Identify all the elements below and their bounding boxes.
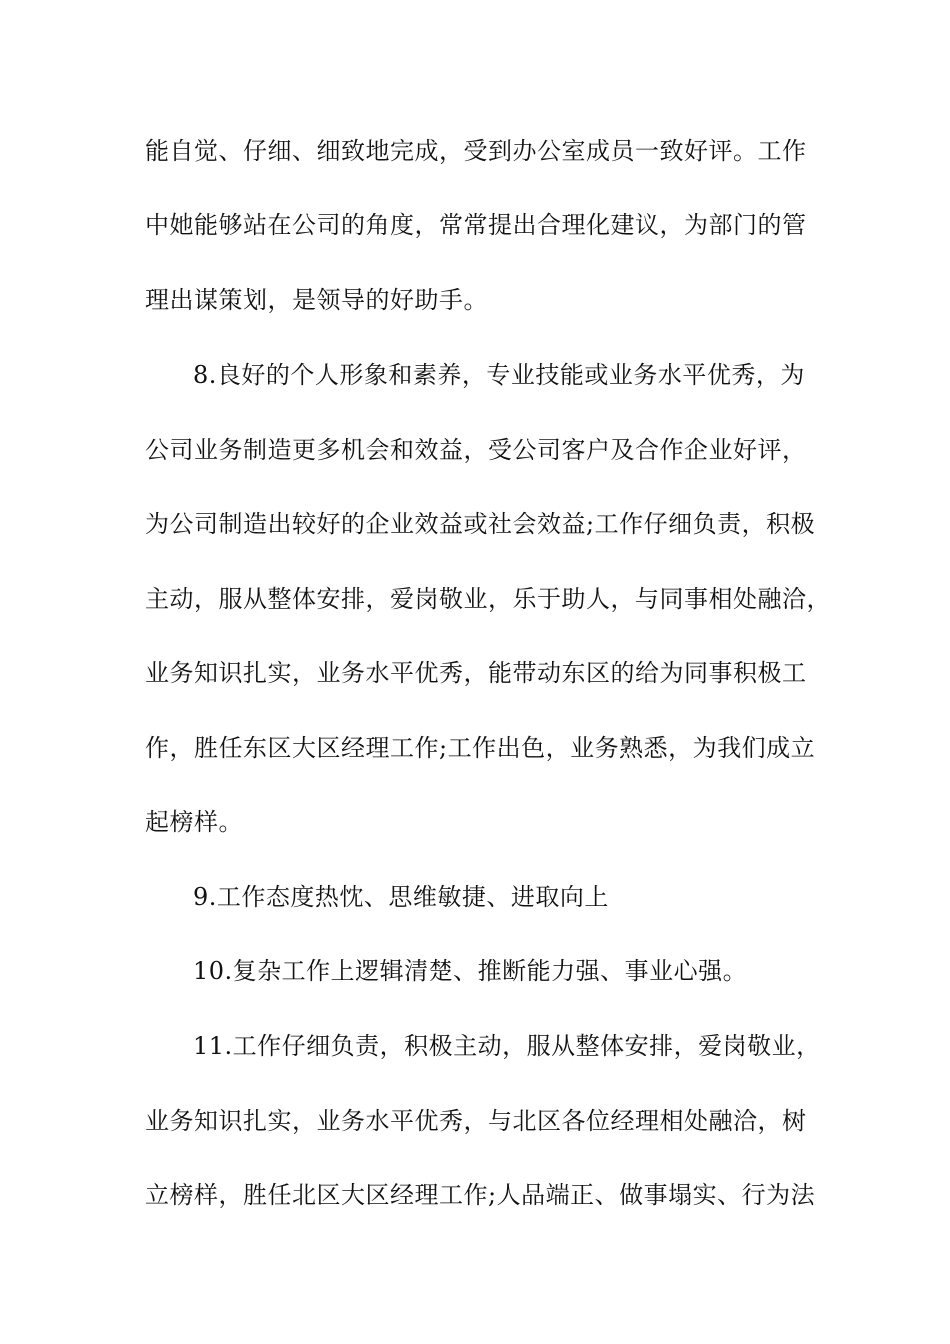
- paragraph-line: 业务知识扎实，业务水平优秀，能带动东区的给为同事积极工: [145, 659, 807, 687]
- paragraph-line: 为公司制造出较好的企业效益或社会效益;工作仔细负责，积极: [145, 510, 816, 538]
- paragraph-line: 公司业务制造更多机会和效益，受公司客户及合作企业好评，: [145, 436, 807, 464]
- paragraph-line: 中她能够站在公司的角度，常常提出合理化建议，为部门的管: [145, 211, 807, 239]
- paragraph-line: 能自觉、仔细、细致地完成，受到办公室成员一致好评。工作: [145, 137, 807, 165]
- paragraph-line: 业务知识扎实，业务水平优秀，与北区各位经理相处融洽，树: [145, 1107, 807, 1135]
- paragraph-line: 理出谋策划，是领导的好助手。: [145, 286, 488, 314]
- list-item-11-line: 11.工作仔细负责，积极主动，服从整体安排，爱岗敬业，: [193, 1032, 821, 1060]
- list-item-9-line: 9.工作态度热忱、思维敏捷、进取向上: [193, 883, 609, 911]
- paragraph-line: 主动，服从整体安排，爱岗敬业，乐于助人，与同事相处融洽，: [145, 585, 831, 613]
- paragraph-line: 起榜样。: [145, 808, 243, 836]
- list-item-8-line: 8.良好的个人形象和素养，专业技能或业务水平优秀，为: [193, 361, 805, 389]
- paragraph-line: 立榜样，胜任北区大区经理工作;人品端正、做事塌实、行为法: [145, 1181, 816, 1209]
- paragraph-line: 作，胜任东区大区经理工作;工作出色，业务熟悉，为我们成立: [145, 734, 816, 762]
- list-item-10-line: 10.复杂工作上逻辑清楚、推断能力强、事业心强。: [193, 957, 748, 985]
